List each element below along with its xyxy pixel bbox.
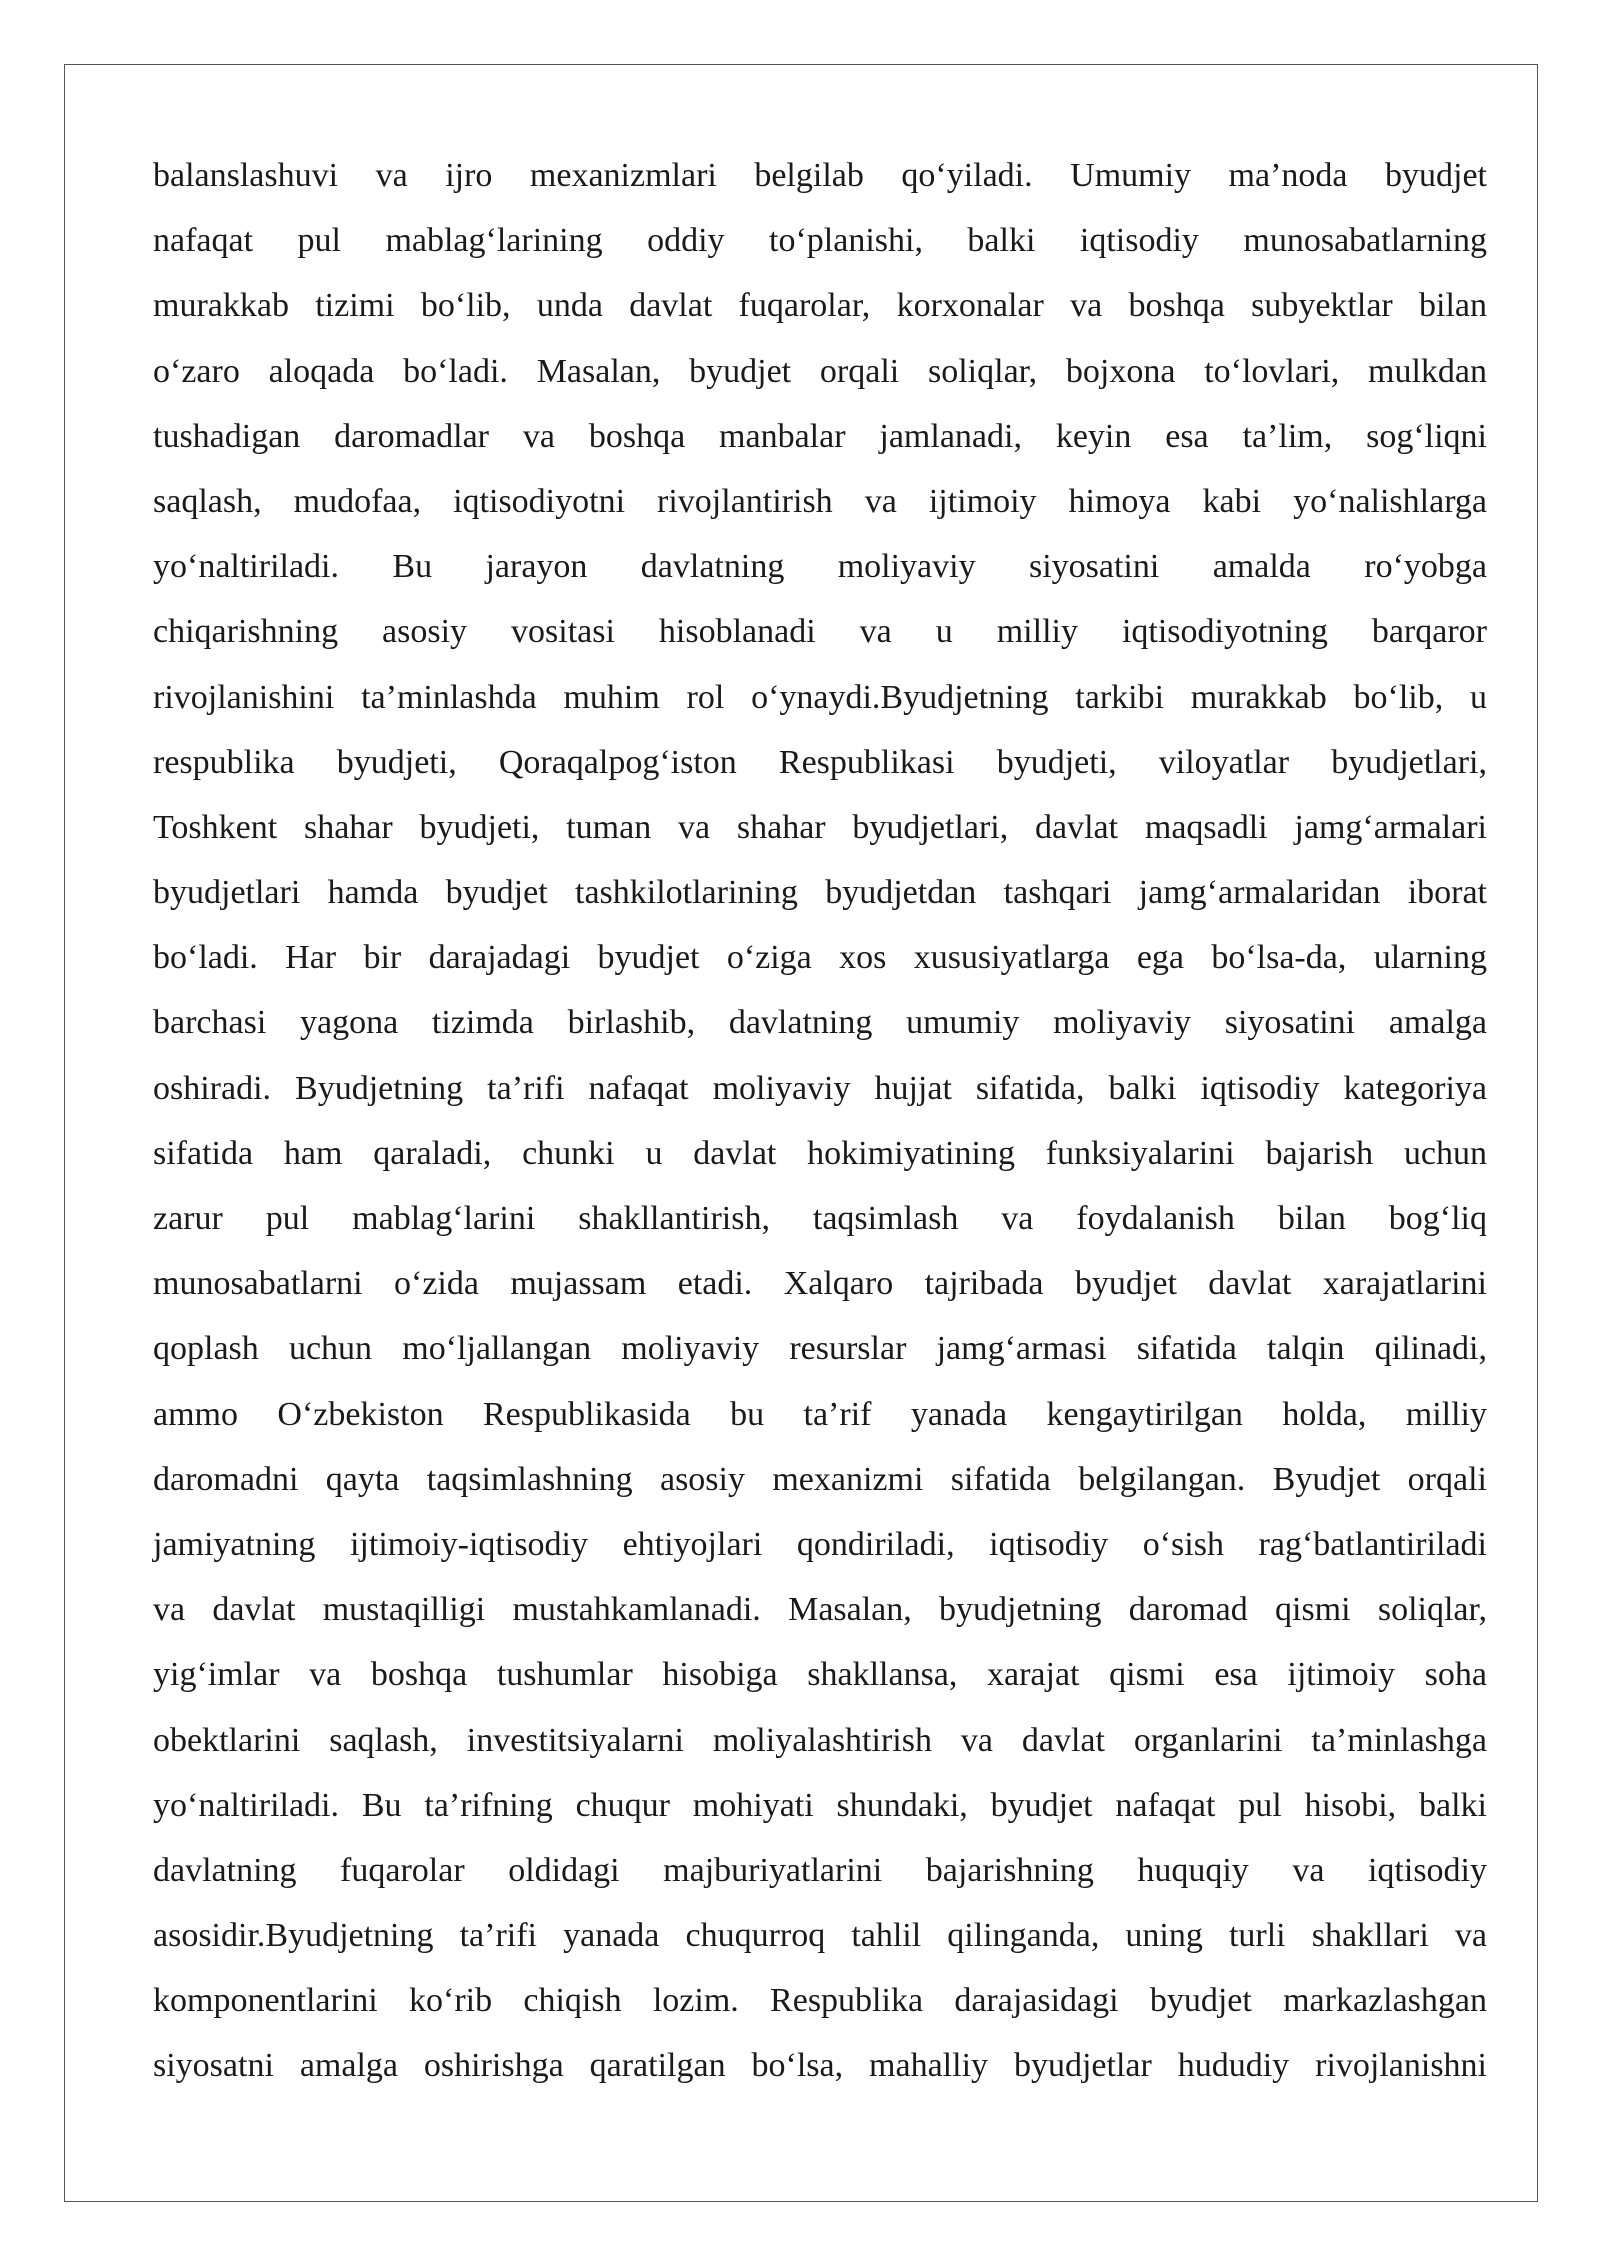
text-line: ammo O‘zbekiston Respublikasida bu ta’rif yanada kengaytirilgan holda, milliy <box>153 1395 1487 1433</box>
text-line: komponentlarini ko‘rib chiqish lozim. Respublika darajasidagi byudjet markazlashgan <box>153 1982 1487 2020</box>
text-line: saqlash, mudofaa, iqtisodiyotni rivojlantirish va ijtimoiy himoya kabi yo‘nalishlarga <box>153 482 1487 520</box>
text-line: siyosatni amalga oshirishga qaratilgan bo‘lsa, mahalliy byudjetlar hududiy rivojlanishni <box>153 2047 1487 2085</box>
text-line: sifatida ham qaraladi, chunki u davlat hokimiyatining funksiyalarini bajarish uchun <box>153 1134 1487 1172</box>
text-line: barchasi yagona tizimda birlashib, davlatning umumiy moliyaviy siyosatini amalga <box>153 1004 1487 1042</box>
text-line: byudjetlari hamda byudjet tashkilotlarining byudjetdan tashqari jamg‘armalaridan iborat <box>153 874 1487 912</box>
text-line: tushadigan daromadlar va boshqa manbalar jamlanadi, keyin esa ta’lim, sog‘liqni <box>153 417 1487 455</box>
text-line: yo‘naltiriladi. Bu ta’rifning chuqur mohiyati shundaki, byudjet nafaqat pul hisobi, balki <box>153 1786 1487 1824</box>
text-line: qoplash uchun mo‘ljallangan moliyaviy resurslar jamg‘armasi sifatida talqin qilinadi, <box>153 1330 1487 1368</box>
text-line: jamiyatning ijtimoiy-iqtisodiy ehtiyojlari qondiriladi, iqtisodiy o‘sish rag‘batlantiriladi <box>153 1525 1487 1563</box>
text-line: balanslashuvi va ijro mexanizmlari belgilab qo‘yiladi. Umumiy ma’noda byudjet <box>153 157 1487 194</box>
text-line: daromadni qayta taqsimlashning asosiy mexanizmi sifatida belgilangan. Byudjet orqali <box>153 1460 1487 1498</box>
text-line: nafaqat pul mablag‘larining oddiy to‘planishi, balki iqtisodiy munosabatlarning <box>153 222 1487 260</box>
text-line: chiqarishning asosiy vositasi hisoblanadi va u milliy iqtisodiyotning barqaror <box>153 613 1487 651</box>
text-line: va davlat mustaqilligi mustahkamlanadi. Masalan, byudjetning daromad qismi soliqlar, <box>153 1591 1487 1629</box>
text-line: rivojlanishini ta’minlashda muhim rol o‘ynaydi.Byudjetning tarkibi murakkab bo‘lib, u <box>153 678 1487 716</box>
text-line: asosidir.Byudjetning ta’rifi yanada chuqurroq tahlil qilinganda, uning turli shakllari va <box>153 1917 1487 1955</box>
text-line: o‘zaro aloqada bo‘ladi. Masalan, byudjet orqali soliqlar, bojxona to‘lovlari, mulkdan <box>153 352 1487 390</box>
text-line: Toshkent shahar byudjeti, tuman va shahar byudjetlari, davlat maqsadli jamg‘armalari <box>153 808 1487 846</box>
text-line: yo‘naltiriladi. Bu jarayon davlatning moliyaviy siyosatini amalda ro‘yobga <box>153 548 1487 586</box>
text-line: bo‘ladi. Har bir darajadagi byudjet o‘ziga xos xususiyatlarga ega bo‘lsa-da, ularning <box>153 939 1487 977</box>
text-line: murakkab tizimi bo‘lib, unda davlat fuqarolar, korxonalar va boshqa subyektlar bilan <box>153 287 1487 325</box>
text-line: yig‘imlar va boshqa tushumlar hisobiga shakllansa, xarajat qismi esa ijtimoiy soha <box>153 1656 1487 1694</box>
text-line: zarur pul mablag‘larini shakllantirish, taqsimlash va foydalanish bilan bog‘liq <box>153 1200 1487 1237</box>
text-line: obektlarini saqlash, investitsiyalarni moliyalashtirish va davlat organlarini ta’minlashga <box>153 1721 1487 1759</box>
text-line: respublika byudjeti, Qoraqalpog‘iston Respublikasi byudjeti, viloyatlar byudjetlari, <box>153 743 1487 781</box>
body-paragraph <box>153 143 1487 2099</box>
text-line: oshiradi. Byudjetning ta’rifi nafaqat moliyaviy hujjat sifatida, balki iqtisodiy kategoriya <box>153 1069 1487 1107</box>
text-line: munosabatlarni o‘zida mujassam etadi. Xalqaro tajribada byudjet davlat xarajatlarini <box>153 1265 1487 1303</box>
text-line: davlatning fuqarolar oldidagi majburiyatlarini bajarishning huquqiy va iqtisodiy <box>153 1851 1487 1889</box>
